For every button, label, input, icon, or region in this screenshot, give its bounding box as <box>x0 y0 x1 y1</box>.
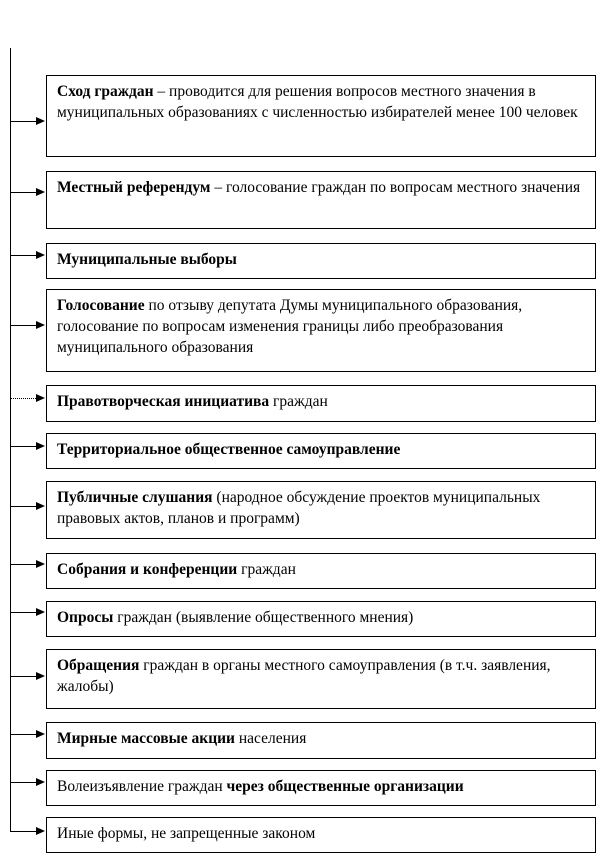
item-text-1: – проводится для решения вопросов местного значения в муниципальных образованиях с численностью избирателей менее 100 человек <box>57 83 578 121</box>
arrow-9 <box>36 608 45 616</box>
item-text-13: Иные формы, не запрещенные законом <box>57 825 316 842</box>
connector-5 <box>10 398 36 399</box>
item-bold-5: Правотворческая инициатива <box>57 393 270 410</box>
arrow-10 <box>36 672 45 680</box>
connector-9 <box>10 612 36 613</box>
arrow-8 <box>36 560 45 568</box>
arrow-5 <box>36 394 45 402</box>
connector-7 <box>10 506 36 507</box>
arrow-13 <box>36 827 45 835</box>
item-box-11 <box>46 722 596 759</box>
item-bold-11: Мирные массовые акции <box>57 730 235 747</box>
vertical-connector-line <box>10 48 11 832</box>
connector-13 <box>10 831 36 832</box>
connector-12 <box>10 782 36 783</box>
arrow-7 <box>36 502 45 510</box>
arrow-11 <box>36 730 45 738</box>
item-box-12 <box>46 770 596 806</box>
item-text-4: по отзыву депутата Думы муниципального образования, голосование по вопросам изменения границы либо преобразования муниципального образования <box>57 297 523 356</box>
item-bold-1: Сход граждан <box>57 83 154 100</box>
item-text-12: Волеизъявление граждан <box>57 778 227 795</box>
item-box-7 <box>46 481 596 539</box>
item-box-10 <box>46 649 596 709</box>
item-bold-2: Местный референдум <box>57 179 211 196</box>
item-box-1 <box>46 75 596 157</box>
arrow-3 <box>36 251 45 259</box>
item-bold-4: Голосование <box>57 297 145 314</box>
item-box-5 <box>46 385 596 422</box>
connector-3 <box>10 255 36 256</box>
connector-6 <box>10 446 36 447</box>
item-box-8 <box>46 553 596 589</box>
connector-8 <box>10 564 36 565</box>
item-box-4 <box>46 289 596 372</box>
connector-11 <box>10 734 36 735</box>
connector-10 <box>10 676 36 677</box>
arrow-4 <box>36 321 45 329</box>
arrow-2 <box>36 188 45 196</box>
connector-4 <box>10 325 36 326</box>
item-bold-8: Собрания и конференции <box>57 561 238 578</box>
item-bold-10: Обращения <box>57 657 140 674</box>
item-box-6 <box>46 433 596 469</box>
item-bold-7: Публичные слушания <box>57 489 213 506</box>
item-text-10: граждан в органы местного самоуправления (в т.ч. заявления, жалобы) <box>57 657 551 695</box>
item-text-2: – голосование граждан по вопросам местного значения <box>210 179 581 196</box>
item-box-9 <box>46 601 596 637</box>
item-text-7: (народное обсуждение проектов муниципальных правовых актов, планов и программ) <box>57 489 541 527</box>
item-text-8: граждан <box>237 561 296 578</box>
item-box-2 <box>46 171 596 229</box>
item-bold-9: Опросы <box>57 609 114 626</box>
item-box-3 <box>46 243 596 279</box>
connector-1 <box>10 121 36 122</box>
connector-2 <box>10 192 36 193</box>
arrow-1 <box>36 117 45 125</box>
item-box-13 <box>46 817 596 853</box>
arrow-6 <box>36 442 45 450</box>
item-text-11: населения <box>235 730 307 747</box>
arrow-12 <box>36 778 45 786</box>
item-bold-6: Территориальное общественное самоуправление <box>57 441 401 458</box>
item-bold-12: через общественные организации <box>226 778 464 795</box>
item-text-5: граждан <box>269 393 328 410</box>
item-text-9: граждан (выявление общественного мнения) <box>113 609 414 626</box>
item-bold-3: Муниципальные выборы <box>57 251 237 268</box>
